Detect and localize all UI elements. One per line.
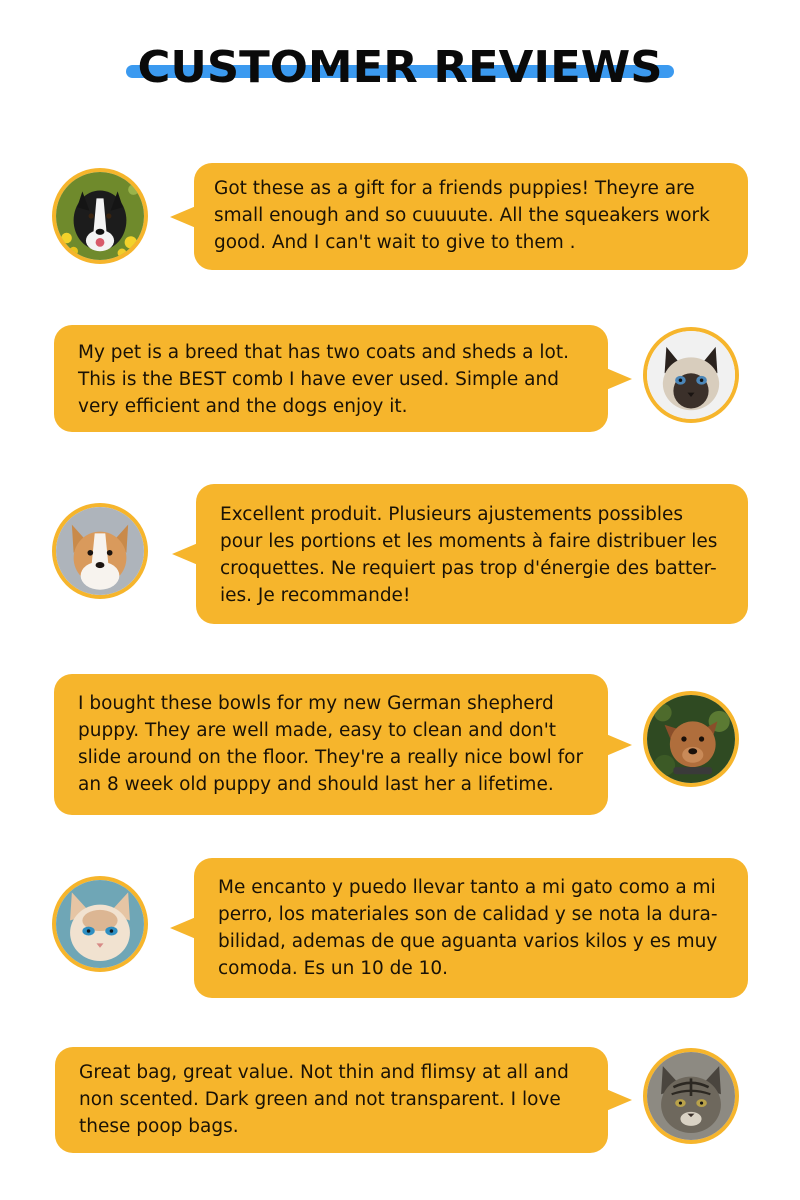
review-text: My pet is a breed that has two coats and sheds a lot. This is the BEST comb I have ever used. Simple and very efficient and the dogs enjoy it.: [78, 342, 569, 417]
brown-dog-avatar: [643, 691, 739, 787]
review-bubble: [54, 325, 608, 432]
blue-eyed-cat-icon: [56, 880, 144, 968]
blue-eyed-cat-avatar: [52, 876, 148, 972]
siamese-cat-icon: [647, 331, 735, 419]
review-text: I bought these bowls for my new German shepherd puppy. They are well made, easy to clean and don't slide around on the floor. They're a really nice bowl for an 8 week old puppy and should last her a lifetime.: [78, 693, 584, 795]
review-text: Me encanto y puedo llevar tanto a mi gato como a mi perro, los materiales son de calidad y se nota la dura-bilidad, ademas de que aguanta varios kilos y es muy comoda. Es un 10 de 10.: [218, 877, 718, 979]
review-bubble: [196, 484, 748, 624]
review-bubble: [55, 1047, 608, 1153]
corgi-puppy-icon: [56, 507, 144, 595]
review-bubble: [54, 674, 608, 815]
corgi-puppy-avatar: [52, 503, 148, 599]
review-bubble: [194, 163, 748, 270]
brown-dog-icon: [647, 695, 735, 783]
border-collie-dog-icon: [56, 172, 144, 260]
siamese-cat-avatar: [643, 327, 739, 423]
tabby-cat-icon: [647, 1052, 735, 1140]
tabby-cat-avatar: [643, 1048, 739, 1144]
review-bubble: [194, 858, 748, 998]
review-text: Excellent produit. Plusieurs ajustements possibles pour les portions et les moments à faire distribuer les croquettes. Ne requiert pas trop d'énergie des batter-ies. Je recommande!: [220, 504, 718, 606]
border-collie-dog-avatar: [52, 168, 148, 264]
review-text: Great bag, great value. Not thin and flimsy at all and non scented. Dark green and not transparent. I love these poop bags.: [79, 1062, 569, 1137]
page-title: CUSTOMER REVIEWS: [137, 42, 663, 93]
review-text: Got these as a gift for a friends puppies! Theyre are small enough and so cuuuute. All the squeakers work good. And I can't wait to give to them .: [214, 178, 710, 253]
page-header: [0, 38, 800, 98]
